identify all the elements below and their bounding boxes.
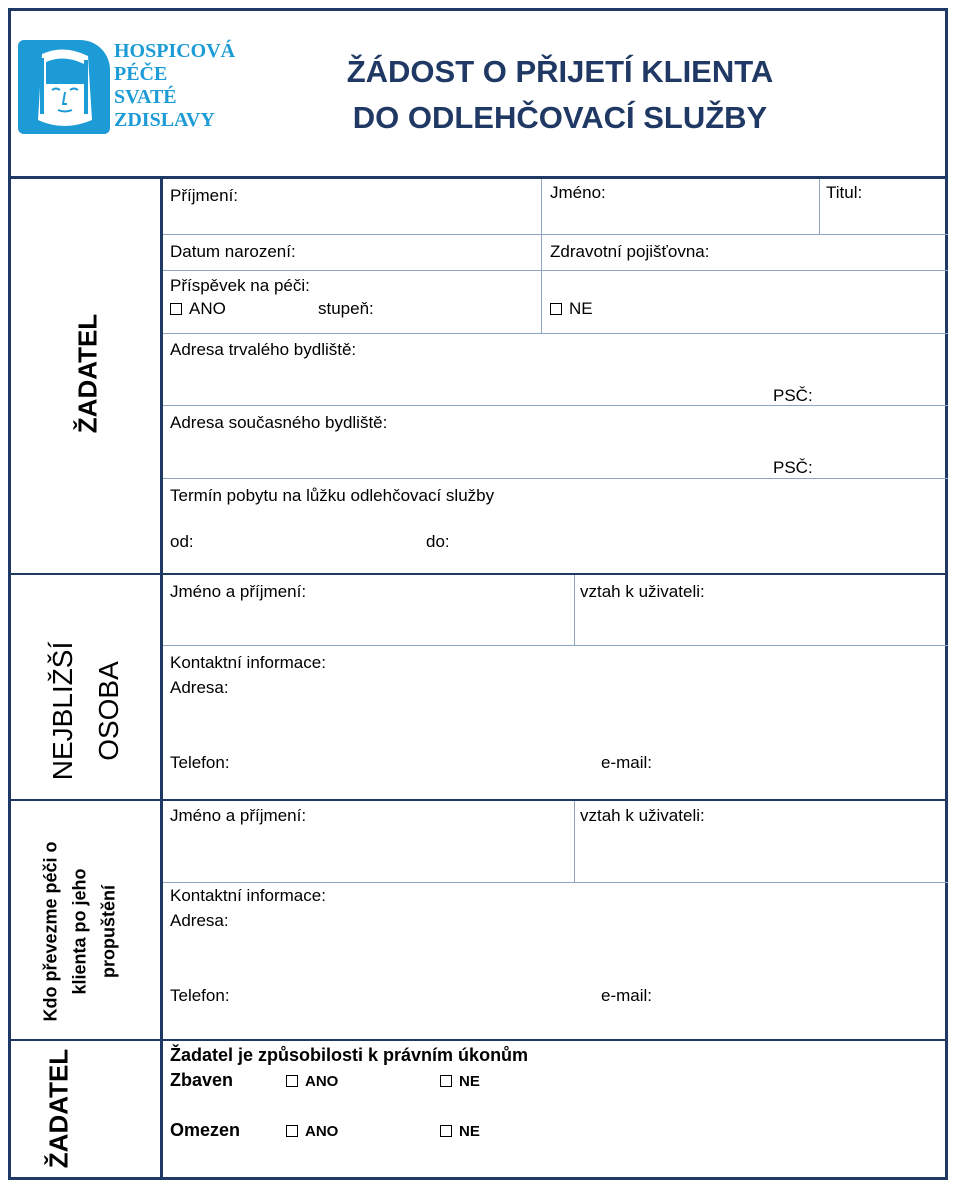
pickup-email-label: e-mail: [601, 986, 653, 1005]
pickup-contact-label: Kontaktní informace: [170, 886, 326, 905]
care-allowance-label: Příspěvek na péči: [170, 276, 310, 295]
row-line [163, 478, 948, 479]
column-line [574, 575, 575, 646]
pickup-relation-label: vztah k uživateli: [580, 806, 705, 825]
care-allowance-yes-option[interactable] [170, 299, 226, 319]
yes-label: ANO [189, 299, 226, 318]
page-title-line-2: DO ODLEHČOVACÍ SLUŽBY [352, 100, 768, 135]
pickup-address-label: Adresa: [170, 911, 229, 930]
logo-line-1: HOSPICOVÁ [114, 40, 236, 62]
closest-contact-label: Kontaktní informace: [170, 653, 326, 672]
checkbox-icon[interactable] [440, 1125, 452, 1137]
degree-label: Titul: [826, 183, 863, 202]
checkbox-icon[interactable] [286, 1125, 298, 1137]
checkbox-icon[interactable] [550, 303, 562, 315]
row-line [163, 270, 948, 271]
stay-to-label: do: [426, 532, 450, 551]
limited-label: Omezen [170, 1120, 241, 1140]
side-label-legal-capacity: ŽADATEL [43, 1048, 74, 1169]
section-divider-3 [8, 1039, 948, 1041]
surname-label: Příjmení: [170, 186, 239, 205]
side-label-line-3: propuštění [98, 885, 119, 978]
section-divider-2 [8, 799, 948, 801]
logo-line-4: ZDISLAVY [114, 109, 215, 131]
row-line [163, 645, 948, 646]
no-label: NE [459, 1073, 480, 1090]
psc-label-2: PSČ: [773, 458, 813, 477]
no-label: NE [459, 1123, 480, 1140]
closest-address-label: Adresa: [170, 678, 229, 697]
checkbox-icon[interactable] [440, 1075, 452, 1087]
pickup-phone-label: Telefon: [170, 986, 230, 1005]
closest-name-label: Jméno a příjmení: [170, 582, 307, 601]
stay-from-label: od: [170, 532, 194, 551]
side-label-line-1: NEJBLIŽŠÍ [47, 641, 78, 781]
side-label-pickup-person [37, 812, 124, 1052]
pickup-name-label: Jméno a příjmení: [170, 806, 307, 825]
deprived-no-option[interactable] [440, 1072, 480, 1092]
row-line [163, 405, 948, 406]
column-line [819, 179, 820, 235]
stay-term-label: Termín pobytu na lůžku odlehčovací služby [170, 486, 495, 505]
degree-level-label: stupeň: [318, 299, 374, 318]
logo-line-3: SVATÉ [114, 86, 177, 108]
column-line [541, 179, 542, 334]
row-line [163, 333, 948, 334]
row-line [163, 234, 948, 235]
deprived-yes-option[interactable] [286, 1072, 338, 1092]
row-line [163, 882, 948, 883]
form-frame [8, 8, 948, 1180]
closest-relation-label: vztah k uživateli: [580, 582, 705, 601]
column-line [574, 801, 575, 883]
logo-text [114, 40, 235, 132]
permanent-address-label: Adresa trvalého bydliště: [170, 340, 357, 359]
side-label-line-2: OSOBA [93, 661, 124, 761]
no-label: NE [569, 299, 593, 318]
section-divider-1 [8, 573, 948, 575]
current-address-label: Adresa současného bydliště: [170, 413, 388, 432]
header-divider [8, 176, 948, 179]
closest-phone-label: Telefon: [170, 753, 230, 772]
insurance-label: Zdravotní pojišťovna: [550, 242, 710, 261]
side-label-closest-person [40, 611, 132, 811]
page-title-line-1: ŽÁDOST O PŘIJETÍ KLIENTA [346, 54, 774, 89]
yes-label: ANO [305, 1073, 339, 1090]
closest-email-label: e-mail: [601, 753, 653, 772]
side-label-line-2: klienta po jeho [69, 868, 90, 995]
side-column-divider [160, 177, 163, 1180]
yes-label: ANO [305, 1123, 339, 1140]
logo-line-2: PÉČE [114, 63, 168, 85]
legal-capacity-heading: Žadatel je způsobilosti k právním úkonům [170, 1045, 529, 1065]
logo-face-icon [18, 40, 110, 134]
checkbox-icon[interactable] [170, 303, 182, 315]
limited-no-option[interactable] [440, 1122, 480, 1142]
side-label-applicant: ŽADATEL [72, 313, 103, 434]
deprived-label: Zbaven [170, 1070, 234, 1090]
checkbox-icon[interactable] [286, 1075, 298, 1087]
first-name-label: Jméno: [550, 183, 606, 202]
limited-yes-option[interactable] [286, 1122, 338, 1142]
side-label-line-1: Kdo převezme péči o [40, 841, 61, 1022]
psc-label-1: PSČ: [773, 386, 813, 405]
care-allowance-no-option[interactable] [550, 299, 593, 319]
birth-date-label: Datum narození: [170, 242, 296, 261]
